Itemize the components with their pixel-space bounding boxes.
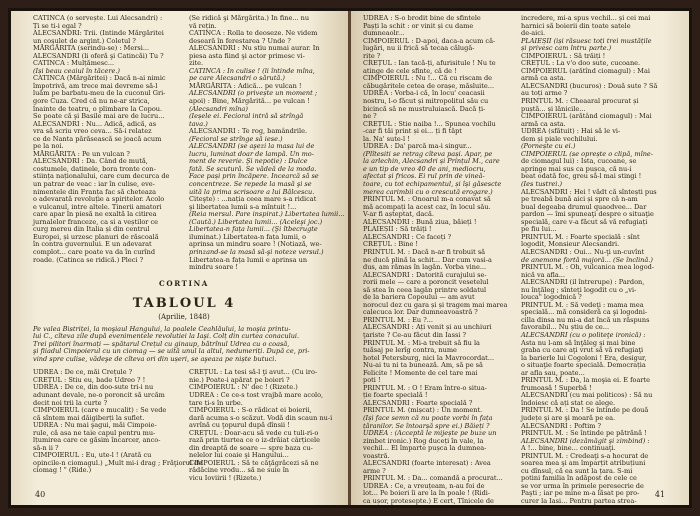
text-line: PRINTUL M. : Da ! Se întinde pe două	[521, 406, 649, 415]
text-line: rule, că asa ne taie capul pentru mu-	[33, 428, 156, 437]
text-line: CATINCA (Mărgăritei) : Dacă n-ai nimic	[33, 74, 166, 83]
text-line: să stea în ceea lagăn printre soldatul	[363, 285, 487, 294]
text-line: CREȚUL : La v'o doo sute, cucoane.	[521, 59, 641, 68]
text-line: harnici să boierii din toate satele	[521, 21, 631, 30]
text-line: (Iși beau ceaiul în tăcere.)	[33, 66, 120, 75]
text-line: logodit, Monsieur Alecsandri.	[521, 240, 620, 249]
text-line: CIMPOIERUL (arătînd ciomagul) : Mai	[521, 66, 650, 75]
text-line: PRINTUL M. : Onoarul m-a conavat să	[363, 195, 491, 204]
text-line: deseară în ferestarea ? Unde ?	[189, 36, 291, 45]
text-line: şi libertatea lumii s-a mîntuit !...	[189, 202, 297, 211]
text-line: graba cu care aţi vrut să vă refugiaţi	[521, 346, 644, 355]
text-line: CREȚUL : La tesi să-l ţi avut... (Cu iro-	[189, 368, 318, 377]
left-page-top-column-1	[33, 15, 179, 272]
text-line: CREȚUL : Stie naiba !... Spunea vochilu	[363, 119, 496, 128]
text-line: (Se ridică şi Mărgărita.) In fine... nu	[189, 14, 310, 22]
right-page	[351, 11, 689, 505]
text-line: MĂRGĂRITA (serindu-se) : Mersi...	[33, 44, 150, 53]
text-line: (Iși face semn că nu poate vorbi în fața	[363, 413, 493, 422]
text-line: UDREA : De ce, măi Crețule ?	[33, 368, 133, 377]
text-line: CIMPOIERUL : Să te căţăgrăcezi să ne	[189, 458, 319, 467]
text-line: PRINTUL M. : Oh, vulcanica mea logod-	[521, 263, 655, 272]
text-line: pe care Alecsandri o sărută.)	[189, 74, 285, 83]
left-page-top-columns	[33, 14, 345, 272]
text-line: louca" logodnică ?	[521, 293, 582, 302]
text-line: atinge de cele sfinte, că de !	[363, 66, 457, 75]
text-line: UDREA : Ce ce-s tost vrajbă mare acolo,	[189, 390, 324, 399]
left-page	[11, 11, 349, 505]
text-line: care apar în piesă ne exaltă la citirea	[33, 210, 157, 219]
text-line: dem și piale vechilului.	[521, 134, 598, 143]
text-line: PRINTUL M. : Da... comandă a procurat...	[363, 474, 503, 483]
text-line: CIMPOIERUL (arătând ciomagul) : Mai	[521, 112, 652, 121]
text-line: ar afla sau, poate...	[521, 368, 585, 377]
text-line: un coşulet de argint.) Coletul ?	[33, 36, 136, 45]
text-line: UDREA : Da' parcă ma-i singur...	[363, 142, 472, 151]
text-line: V-ar fi așteptat, dacă.	[363, 210, 434, 219]
text-line: e un tip de vreo 40 de ani, mediocru,	[363, 164, 486, 173]
text-line: (Ieșele ei. Fecioral intră să strîngă	[189, 112, 304, 121]
text-line: jurnalelor franceze, ca si a veștilor ce	[33, 217, 159, 226]
left-page-bottom-columns	[33, 369, 335, 482]
text-line: iluminat.) Libertatea-n fața lumii, o	[189, 232, 307, 241]
text-line: nelelor lui coaie şi Hangului...	[189, 451, 289, 460]
text-line: (Alecsandri mîna)	[189, 104, 248, 113]
text-line: ALECSANDRI : Ce faceți ?	[363, 232, 452, 241]
text-line: Asta nu l-am să înţăleg şi mai bine	[521, 338, 636, 347]
text-line: pe fiu lui...	[521, 225, 557, 234]
text-line: specială, care v-a făcut să vă refugiați	[521, 217, 648, 226]
text-line: Nu-ai tu ni ta bunează. Am, să pe să	[363, 361, 483, 370]
text-line: PRINTUL M. : Eu ?...	[363, 315, 433, 324]
text-line: CIMPOIERUL : Să trăiți !	[521, 51, 606, 60]
text-line: nică va afla...	[521, 270, 566, 279]
text-line: un patrar de veac : iar în culise, eve-	[33, 180, 155, 189]
text-line: la. Na' sute-l !	[363, 134, 410, 143]
stage-direction	[33, 326, 335, 364]
text-line: -car fi tăi print și ei... ți fi tăpt	[363, 127, 462, 136]
text-line: ALECSANDRI (dezămăgit şi zimbind) :	[521, 436, 650, 445]
left-page-bottom-column-1	[33, 368, 203, 482]
text-line: ALECSANDRI : Foarte specială ?	[363, 398, 473, 407]
text-line: armă ca asta.	[521, 74, 566, 83]
text-line: calecuca lor. Dar dumneavoastră ?	[363, 308, 478, 317]
text-line: A !... bine, bine... continuaţi.	[521, 444, 616, 453]
text-line: se vor urma în primele peresecrie de	[521, 481, 644, 490]
text-line: ALECSANDRI (cu o politeţe ironică) :	[521, 330, 646, 339]
text-line: Pașți la schit : or vinit și cu dame	[363, 21, 474, 30]
right-page-column-1	[363, 15, 509, 506]
text-line: ție foarte specială !	[363, 391, 428, 400]
text-line: ALECSANDRI: Trii. (Intinde Mărgăritei	[33, 29, 164, 38]
text-line: bual degeaba drumul quaodvee... Dar	[521, 202, 647, 211]
text-line: frumoasă ! Superbă !	[521, 383, 592, 392]
text-line: beat odată foc, greu să-l mai stingi !	[521, 172, 642, 181]
text-line: și privesc cam întru parte.)	[521, 44, 612, 53]
text-line: lucru, luminat doar de lampă. Un mo-	[189, 149, 314, 158]
text-line: lot... Pe boieri îi are la în poale ! (Ridi-	[363, 489, 491, 498]
text-line: piesa asta fiind şi actor primesc vi-	[189, 51, 305, 60]
text-line: curer la Iasi... Pentru partea strea-	[521, 497, 637, 505]
text-line: nie.) Poate-i apărat pe boieri ?	[189, 375, 290, 384]
text-line: CIMPOIERUL (care e mucalit) : Se vede	[33, 406, 167, 415]
text-line: PRINTUL M. (mișcat) : Un moment.	[363, 406, 483, 415]
stage-direction-line: Trei pilitori înarmați — spătarul Crețul cu ginaup, bătrînul Udrea cu o coasă,	[33, 339, 290, 348]
text-line: de anemone fortă majoră... (Se înclină.)	[521, 255, 653, 264]
text-line: favorabil... Nu știu de ce...	[521, 323, 610, 332]
text-line: nimentele din Franța fac să cheteaza	[33, 187, 157, 196]
text-line: rorii mele — care a poroncit vesetelul	[363, 278, 489, 287]
text-line: gore Cuza. Cred că nu ne-ar strica,	[33, 97, 150, 106]
text-line: (Reia mersul. Pare inspirat.) Libertatea lumii...	[189, 210, 345, 219]
text-line: voastră.	[363, 451, 390, 460]
text-line: Felicite ! Momente de cel tare mai	[363, 368, 478, 377]
text-line: rădăcine vrodu... să ne suie în	[189, 466, 290, 475]
text-line: UDREA : De ce, din doo-sute tri-i nu	[33, 383, 154, 392]
text-line: ţariste ? Ce-au făcut din Iassi ?	[363, 330, 466, 339]
text-line: (Pornește cu ei.)	[521, 142, 576, 151]
text-line: ALECSANDRI (cu mai politicos) : Să nu	[521, 391, 653, 400]
text-line: CATINCA (o servește. Lui Alecsandri) :	[33, 14, 163, 22]
text-line: norocul dez cu gara și și tragem mai marea	[363, 300, 508, 309]
text-line: la arlechin, Alecsandri și Prințul M., care	[363, 157, 500, 166]
text-line: opincile-n ciomagul.) „Mult mi-i drag ; Frăţiorul de	[33, 458, 203, 467]
text-line: pardon — îmi spuneaţi despre o situaţie	[521, 210, 654, 219]
text-line: puștă... și lănicile...	[521, 104, 586, 113]
text-line: pe treabă bună aici și spre că n-am	[521, 195, 638, 204]
text-line: UDREA : (Acceptă le mijește pe buze un	[363, 429, 497, 438]
text-line: ALECSANDRI : Hei ! vădt că sîntești pus	[521, 187, 657, 196]
page-number-right: 41	[654, 490, 665, 499]
text-line: o adevarată revoluție a spiritelor. Acolo	[33, 195, 165, 204]
text-line: apoi) : Bine, Mărgărită... pe vulcan !	[189, 97, 310, 106]
text-line: roade. (Catinca se ridică.) Pleci ?	[33, 255, 144, 264]
text-line: fată. Se scutură. Se vădeă de la moda.	[189, 164, 317, 173]
text-line: concentreze. Se repede la masă şi se	[189, 180, 312, 189]
text-line: dumneaolr...	[363, 29, 405, 38]
text-line: au toți arme ?	[521, 89, 568, 98]
text-line: ALECSANDRI (se aşezi la masa lui de	[189, 142, 315, 151]
text-line: CIMPOIERUL : S-o rădicat ei boierii,	[189, 406, 312, 415]
text-line: nostru, l-o făcut și mitropolitul său cu	[363, 97, 489, 106]
text-line: CATINCA : Mulțămesc...	[33, 59, 115, 68]
text-line: ALECSANDRI : Oui... Nu-ţi un-cuvînt	[521, 247, 645, 256]
text-line: ca ușor, protesepte.) E cert, Tînicele de	[363, 497, 494, 505]
text-line: înainte de teatru, o plimbare la Copou.	[33, 104, 163, 113]
text-line: ALECSANDRI : Nu stiu numai aurar. In	[189, 44, 320, 53]
right-page-column-2	[521, 15, 667, 506]
text-line: ALECSANDRI (o privește un moment ;	[189, 89, 318, 98]
text-line: PRINTUL M. : Se întinde pe pătrănă !	[521, 429, 647, 438]
text-line: (Ies tustrei.)	[521, 180, 563, 189]
text-line: nu înţăleg ; sînteţi logodit cu o „vi-	[521, 285, 637, 294]
text-line: specială... mă consideră ca şi logodni-	[521, 308, 648, 317]
text-line: ALECSANDRI : Da. Când de mută,	[33, 157, 148, 166]
text-line: CATINCA : Rolla te deoseze. Ne videm	[189, 29, 318, 38]
text-line: CIMPOIERUL : Eu, ute-l ! (Arată cu	[33, 451, 152, 460]
text-line: armă ca asta.	[521, 119, 566, 128]
text-line: costumele, datinele, bora tronte con-	[33, 164, 156, 173]
page-number-left: 40	[35, 490, 46, 499]
text-line: cilla dinsa nu mi-a dat încă un răspuns	[521, 315, 650, 324]
text-line: CIMPOIERUL : D-apoi, daca-a acum că-	[363, 36, 496, 45]
text-line: CREȚUL : Ian tacă-ți, afurisitule ! Nu te	[363, 59, 496, 68]
text-line: aprinsa un mindru soare ! (Notiază, we-	[189, 240, 322, 249]
tablou-title: TABLOUL 4	[132, 295, 236, 311]
text-line: decit noi trii la curte ?	[33, 398, 108, 407]
text-line: Citeşte) : ...nația ceea mare s-a ridicat	[189, 195, 317, 204]
stage-direction-line: lui C., cîteva zile după evenimentele revolutiei la Iaşi. Colț din curtea conacului.	[33, 332, 300, 341]
text-line: uită la prima scrisoare a lui Bălcescu.	[189, 187, 315, 196]
text-line: incredere, mi-a spus vechil... și cei mai	[521, 14, 651, 22]
text-line: CIMPOIERUL (se oprește o clipă, mîne-	[521, 149, 654, 158]
text-line: apringe mai sus ca pușca, că nu-i	[521, 164, 632, 173]
text-line: PRINTUL M. : Mi-a trebuit să fiu la	[363, 338, 480, 347]
text-line: PRINTUL M. : Da, la moşia ei. E foarte	[521, 376, 650, 385]
text-line: vechil... El împarte pușca la dumnea-	[363, 444, 487, 453]
text-line: rițe ?	[363, 51, 381, 60]
text-line: poti !	[363, 376, 381, 385]
text-line: cu dînsul, că ea sunt la țara. S-mi	[521, 466, 633, 475]
text-line: tare ți-s în urbe.	[189, 398, 243, 407]
text-line: UDREA (sfătuit) : Hai să le vi-	[521, 127, 621, 136]
text-line: ALECSANDRI (li oferă şi Catincăi) Tu ?	[33, 51, 164, 60]
text-line: ce de Nanta părăsească se joacă acum	[33, 134, 162, 143]
text-line: în contra guvernului. E un adevarat	[33, 240, 152, 249]
text-line: rază prin tiurtea ce o iz-drăiat cârțicele	[189, 436, 321, 445]
text-line: PRINTUL M. : O ! Eram între-o situa-	[363, 383, 487, 392]
text-line: ALECSANDRI (foarte interesat) : Avea	[363, 459, 491, 468]
text-line: PRINTUL M. : Credeaţi s-a hocurat de	[521, 451, 649, 460]
text-line: ALECSANDRI : Nu... Adică, adică, as	[33, 119, 157, 128]
text-line: tava.)	[189, 119, 208, 128]
text-line: PRINTUL M. : Dacă n-ar fi trobuit să	[363, 247, 486, 256]
text-line: Libertatea-n fața lumii e aprinsa un	[189, 255, 308, 264]
text-line: că sîntem mai dăigiberți la suflet.	[33, 413, 145, 422]
text-line: zimbet ironic.) Rog duceți în vale, la	[363, 436, 484, 445]
text-line: Se poate că şi Basile mai are de lucru...	[33, 112, 165, 121]
text-line: CREȚUL : Bine !	[363, 240, 419, 249]
text-line: PRINTUL M. : Foarte specială : sînt	[521, 232, 640, 241]
text-line: complot... care poate va da în curînd	[33, 247, 156, 256]
text-line: CREȚUL : Doar-acu să vede cu tuli-ri-o	[189, 428, 319, 437]
text-line: prinzand-se la masă să-şi noteze versul.)	[189, 247, 324, 256]
text-line: adunant devale, ne-o poroncit să urcăm	[33, 390, 165, 399]
text-line: UDREA : Vorba-i că, în locu' ceacasii	[363, 89, 485, 98]
text-line: ne ?	[363, 112, 377, 121]
text-line: tuăsaj pe lerîg contra, nume	[363, 346, 457, 355]
text-line: ment de reverie. Şi nepoție) : Dulce	[189, 157, 308, 166]
text-line: Libertatea-n fața lumii... (Şi îtbecrugte	[189, 225, 318, 234]
text-line: e vulcanul, intre altele. Tinerii amatori	[33, 202, 162, 211]
cortina-heading: CORTINA	[159, 278, 209, 288]
stage-direction-line: şi fiiadul Cimpoierul cu un ciomag — se uită unul la altul, nedumeriți. După ce, pri-	[33, 347, 310, 356]
text-line: lugări, nu ii frică să tecaa călugă-	[363, 44, 475, 53]
text-line: (Caută.) Libertatea lumii... (Aceleşi joc.)	[189, 217, 323, 226]
text-line: luăm pe barbatu-meu de la cuconul Gri-	[33, 89, 166, 98]
text-line: la barierle lui Cogoloni ! Era, desigur,	[521, 353, 647, 362]
text-line: ALECSANDRI (il întrerupe) : Pardon,	[521, 278, 645, 287]
left-page-top-column-2	[189, 14, 345, 272]
text-line: ALECSANDRI : Ați venit și au unchiuri	[363, 323, 492, 332]
text-line: să-n ii ?	[33, 443, 59, 452]
text-line: UDREA : Ce, a vreuțeam, n-au foi de	[363, 481, 485, 490]
text-line: împotrivă, am trece mai devreme să-l	[33, 81, 158, 90]
tablou-date: (Aprilie, 1848)	[158, 312, 210, 321]
text-line: Face pași prin încăpere. Incearcă să se	[189, 172, 319, 181]
text-line: îndoiesc că ați stat ce alege.	[521, 398, 616, 407]
text-line: ciomag ! " (Ride.)	[33, 466, 92, 475]
text-line: curg mereu din Italia și din centrul	[33, 225, 150, 234]
text-line: Europei, și urzesc planuri de răscoală	[33, 232, 159, 241]
text-line: căbugăritele cetea de orașe, măsluite...	[363, 81, 495, 90]
right-page-columns	[363, 15, 667, 506]
text-line: o situaţie foarte specială. Democrația	[521, 361, 646, 370]
text-line: MĂRGĂRITA : Pe un vulcan ?	[33, 149, 130, 158]
stage-direction-line: vind spre culise, vădeşe de cîteva ori din ușeri, se aşeaza pe niște butuci.	[33, 354, 277, 363]
text-line: CIMPOIERUL : N' dec ! (Rizete.)	[189, 383, 298, 392]
text-line: bicincă să ne mustruluiască. Dacă ți-	[363, 104, 486, 113]
text-line: stiința naționalului, care cum decurca de	[33, 172, 170, 181]
text-line: vicu Ioviirii ! (Rizete.)	[189, 473, 262, 482]
text-line: din dreaptă de soare — spre baza cu-	[189, 443, 313, 452]
text-line: CREȚUL : Stiu eu, bade Udreo ? !	[33, 375, 146, 384]
text-line: hotel Petersburg, nici la Mavrocordat...	[363, 353, 495, 362]
text-line: avrînă cu ţopurul după dînsii !	[189, 421, 290, 430]
text-line: mă acompați la acest caz, în locul său.	[363, 202, 491, 211]
text-line: merea carimbii cu o crescută erogare.)	[363, 187, 493, 196]
text-line: zite.	[189, 59, 204, 68]
text-line: UDREA : S-o brodit bine de sfintele	[363, 14, 481, 22]
text-line: PRINTUL M. : Să vedeţi : mama mea	[521, 300, 644, 309]
text-line: ALECSANDRI (bucuros) : Două sute ? Să	[521, 81, 658, 90]
text-line: județe şi are şi moară pe ea.	[521, 413, 616, 422]
text-line: PRINTUL M. : Cheaaral procurat și	[521, 97, 639, 106]
text-line: ALECSANDRI : Datorită curajului se-	[363, 270, 487, 279]
text-line: afectat și fricos. Ei rul prin de vineă-	[363, 172, 485, 181]
text-line: (Plîtesiti se retrag cîteva pași. Apar, pe	[363, 149, 493, 158]
text-line: ALECSANDRI : Poftim ?	[521, 421, 601, 430]
text-line: vra să scriu vreo ceva... Să-i relatez	[33, 127, 152, 136]
text-line: ne ducă plină la schit... Dar cum vasi-a	[363, 255, 492, 264]
text-line: lțumirea care ce găsim încarcer, anco-	[33, 436, 161, 445]
text-line: de la bariera Copoului — am avut	[363, 293, 475, 302]
text-line: CIMPOIERUL : Nu !... Că cu riscam de	[363, 74, 493, 83]
text-line: ALECSANDRI : Te rog, bamândrile.	[189, 127, 308, 136]
text-line: arme ?	[363, 466, 386, 475]
text-line: potini familia în adăpost de cele ce	[521, 474, 637, 483]
text-line: dus, am rămas în lagăn. Vorba vine...	[363, 263, 487, 272]
text-line: MĂRGĂRITA : Adică... pe vulcan !	[189, 81, 302, 90]
text-line: de ciomagul lui) : Ista, cucoane, se	[521, 157, 637, 166]
text-line: mindru soare !	[189, 263, 239, 272]
text-line: Ți se ti-i egal ?	[33, 21, 82, 30]
text-line: UDREA : Nu mai şagui, măi Cimpoie-	[33, 421, 157, 430]
text-line: dară acuma s-o scăzut. Vodă din scaun nu-i	[189, 413, 333, 422]
text-line: PLAIEȘII (iși răsuesc toți trei mustățile	[521, 36, 652, 45]
open-book	[8, 8, 692, 508]
text-line: Paşti ; iar pe mine m-a lăsat pe pro-	[521, 489, 640, 498]
text-line: vă rețin.	[189, 21, 217, 30]
text-line: toare, cu tot echipamentul, și își găsescte	[363, 180, 502, 189]
text-line: PLAIEȘII : Să trăiți !	[363, 225, 432, 234]
stage-direction-line: Pe valea Bistriței, la moşiaul Hangului, la poalele Ceahlăului, la moşia printu-	[33, 324, 291, 333]
text-line: pe la noi.	[33, 142, 64, 151]
left-page-bottom-column-2	[189, 369, 335, 482]
text-line: de-aici.	[521, 29, 546, 38]
text-line: soarea mea şi am împarțit atribuțiuni	[521, 459, 646, 468]
text-line: țăranilor. Se întoarșă spre ei.) Băieți ?	[363, 421, 490, 430]
text-line: ALECSANDRI : Bună ziua, băieți !	[363, 217, 477, 226]
text-line: (Fecioral se strînge să iese.)	[189, 134, 283, 143]
text-line: CATINCA : In culise ! (li întinde mîna,	[189, 66, 315, 75]
